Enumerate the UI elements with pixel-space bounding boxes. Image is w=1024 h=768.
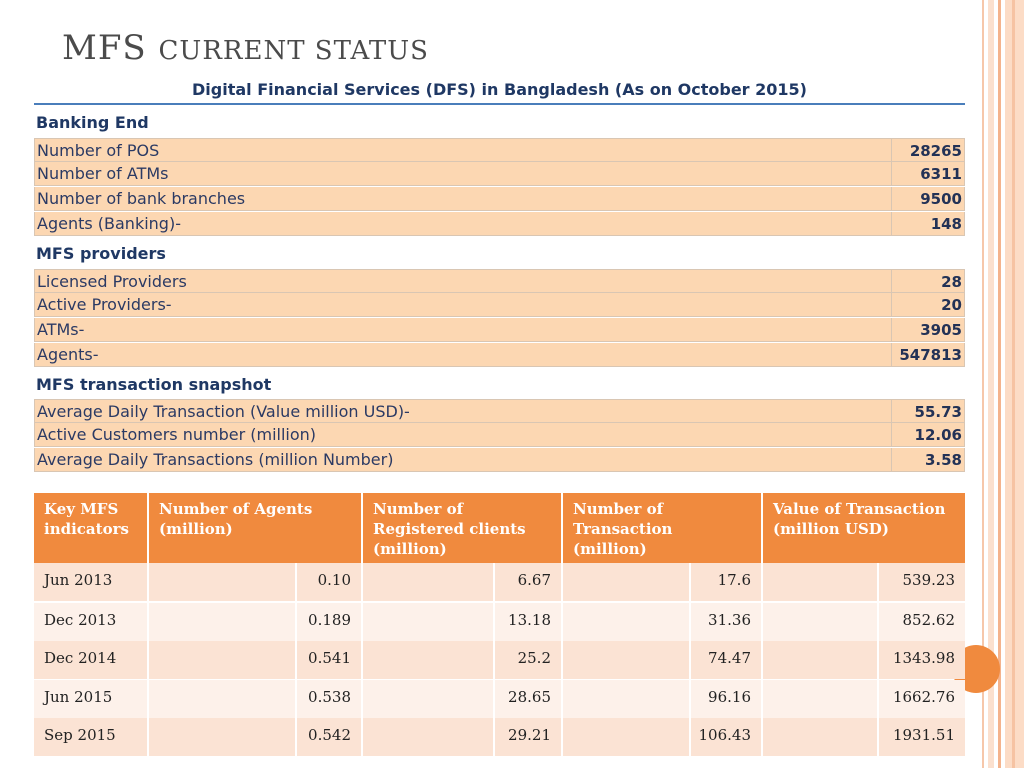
info-label: Number of POS [37, 141, 160, 160]
info-value: 3.58 [891, 448, 964, 471]
table-cell-spacer [763, 718, 879, 756]
table-cell-spacer [149, 680, 297, 718]
info-row [34, 293, 965, 317]
table-cell: 106.43 [691, 718, 763, 756]
info-label: Average Daily Transaction (Value million USD)- [37, 402, 410, 421]
table-cell-spacer [563, 680, 691, 718]
info-row [34, 212, 965, 236]
info-row [34, 343, 965, 367]
info-label: Agents- [37, 345, 99, 364]
info-value: 55.73 [891, 400, 964, 422]
table-cell: 13.18 [495, 603, 563, 641]
table-cell: 1931.51 [892, 726, 955, 744]
table-cell-spacer [763, 563, 879, 601]
table-row [34, 563, 965, 601]
table-cell: 1343.98 [892, 649, 955, 667]
divider-line [34, 103, 965, 105]
info-label: Active Providers- [37, 295, 172, 314]
info-value: 148 [891, 212, 964, 235]
info-label: Average Daily Transactions (million Number) [37, 450, 394, 469]
table-cell: 0.541 [297, 641, 363, 679]
table-cell-spacer [363, 680, 495, 718]
column-header: Value of Transaction (million USD) [773, 500, 946, 538]
info-row [34, 187, 965, 211]
section-heading-banking-end: Banking End [36, 113, 149, 132]
table-cell-spacer [149, 563, 297, 601]
table-cell: 74.47 [691, 641, 763, 679]
table-cell: Sep 2015 [34, 718, 149, 756]
table-cell-spacer [149, 603, 297, 641]
table-cell: 96.16 [691, 680, 763, 718]
table-cell-spacer [363, 563, 495, 601]
title-main: MFS [62, 28, 147, 68]
info-value: 28 [891, 270, 964, 292]
table-cell: 17.6 [691, 563, 763, 601]
table-cell: 852.62 [902, 611, 955, 629]
table-header [34, 493, 965, 563]
table-cell-spacer [563, 641, 691, 679]
info-value: 547813 [891, 343, 964, 366]
table-cell-spacer [363, 718, 495, 756]
table-cell: Dec 2013 [34, 603, 149, 641]
table-row [34, 718, 965, 756]
table-cell-spacer [563, 563, 691, 601]
decor-stripe [1012, 0, 1015, 768]
table-cell: 6.67 [495, 563, 563, 601]
info-row [34, 423, 965, 447]
table-cell: 0.538 [297, 680, 363, 718]
table-cell-spacer [763, 641, 879, 679]
column-header: Number of Registered clients (million) [363, 493, 563, 563]
slide-subtitle: Digital Financial Services (DFS) in Bangladesh (As on October 2015) [192, 80, 807, 99]
info-value: 9500 [891, 187, 964, 210]
table-cell: 1662.76 [892, 688, 955, 706]
table-cell: 29.21 [495, 718, 563, 756]
info-label: Agents (Banking)- [37, 214, 181, 233]
table-cell: Jun 2015 [34, 680, 149, 718]
info-row [34, 138, 965, 162]
column-header: Number of Transaction (million) [563, 493, 763, 563]
table-cell: Dec 2014 [34, 641, 149, 679]
slide-title [62, 28, 429, 68]
info-row [34, 318, 965, 342]
table-cell-spacer [763, 680, 879, 718]
table-cell: 28.65 [495, 680, 563, 718]
table-cell-spacer [363, 603, 495, 641]
table-cell-spacer [763, 603, 879, 641]
info-value: 3905 [891, 318, 964, 341]
column-header: Key MFS indicators [34, 493, 149, 563]
info-label: Number of ATMs [37, 164, 169, 183]
table-cell-spacer [149, 718, 297, 756]
info-label: Number of bank branches [37, 189, 246, 208]
info-value: 6311 [891, 162, 964, 185]
table-cell: Jun 2013 [34, 563, 149, 601]
info-value: 20 [891, 293, 964, 316]
table-cell: 25.2 [495, 641, 563, 679]
table-row [34, 641, 965, 679]
table-cell: 539.23 [902, 571, 955, 589]
column-header: Number of Agents (million) [149, 493, 363, 563]
table-cell-spacer [563, 603, 691, 641]
table-cell-spacer [563, 718, 691, 756]
table-cell: 0.189 [297, 603, 363, 641]
table-cell: 31.36 [691, 603, 763, 641]
decor-stripe [998, 0, 1001, 768]
info-label: Licensed Providers [37, 272, 187, 291]
info-value: 12.06 [891, 423, 964, 446]
info-row [34, 162, 965, 186]
section-heading-mfs-providers: MFS providers [36, 244, 166, 263]
info-label: Active Customers number (million) [37, 425, 317, 444]
table-row [34, 680, 965, 718]
table-row [34, 603, 965, 641]
table-cell-spacer [363, 641, 495, 679]
title-rest: CURRENT STATUS [158, 36, 429, 66]
info-row [34, 399, 965, 423]
info-row [34, 269, 965, 293]
info-row [34, 448, 965, 472]
info-value: 28265 [891, 139, 964, 161]
section-heading-mfs-snapshot: MFS transaction snapshot [36, 375, 272, 394]
table-cell: 0.10 [297, 563, 363, 601]
table-cell: 0.542 [297, 718, 363, 756]
info-label: ATMs- [37, 320, 85, 339]
table-cell-spacer [149, 641, 297, 679]
